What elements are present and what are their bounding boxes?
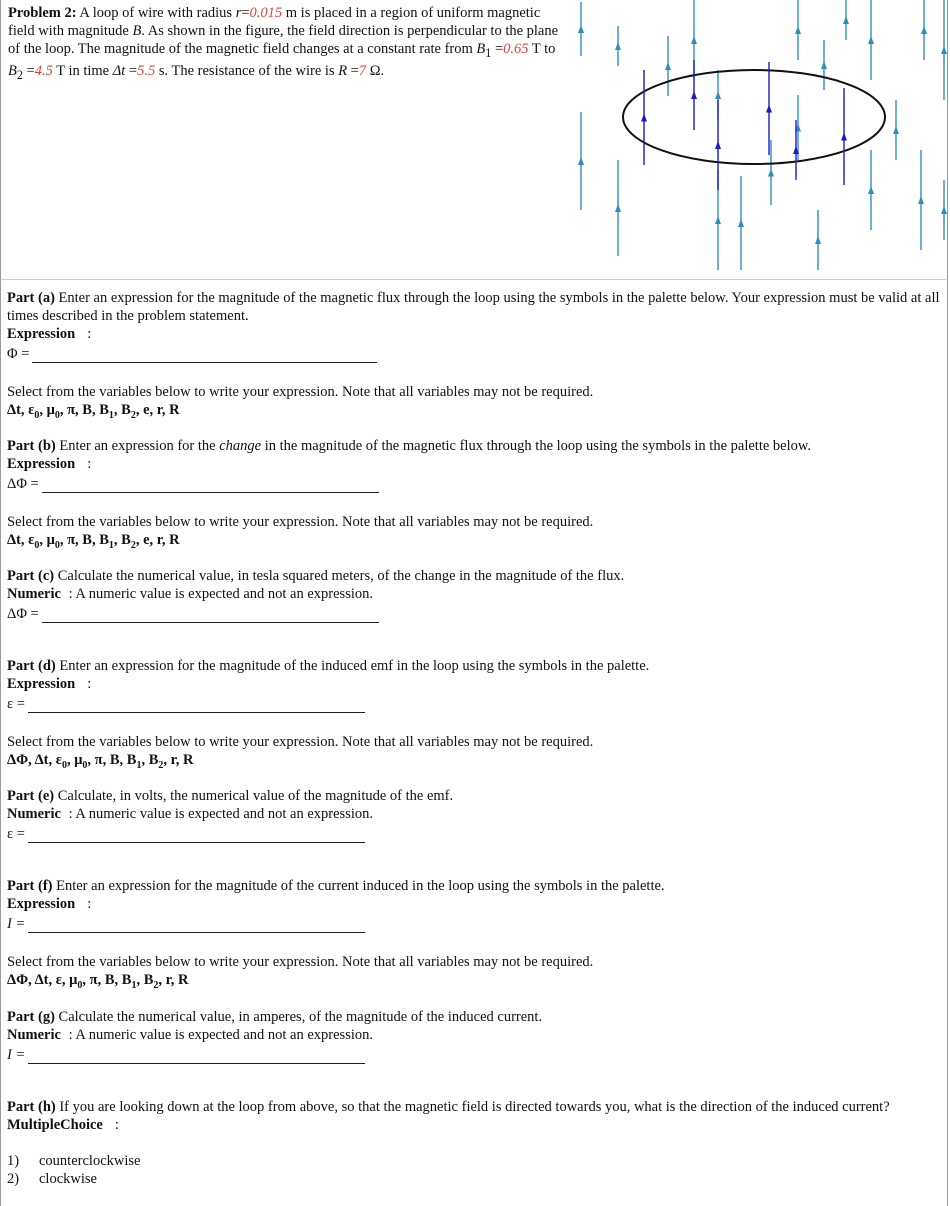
equals-sign-r: =: [241, 5, 250, 21]
dt-value: 5.5: [137, 62, 156, 79]
field-arrow-icon: [795, 26, 801, 34]
part-f-select-note: Select from the variables below to write your expression. Note that all variables may not be required.: [7, 954, 594, 970]
equals-sign-dt: =: [128, 62, 138, 79]
part-f-palette-part-4: , r, R: [158, 972, 189, 988]
part-d-colon: :: [87, 676, 92, 692]
part-d-palette-sub-4: 2: [158, 759, 164, 771]
part-f-palette-sub-1: 0: [77, 979, 83, 991]
problem-text-6: s. The resistance of the wire is: [158, 62, 335, 79]
b1-value: 0.65: [503, 41, 529, 57]
part-c-title: [7, 567, 947, 585]
part-a-answer-line: [7, 343, 947, 363]
field-arrow-icon: [641, 114, 647, 122]
part-b-title: [7, 437, 947, 455]
field-arrow-icon: [715, 91, 721, 99]
dt-symbol: Δt: [112, 62, 126, 79]
part-b-palette-part-5: , e, r, R: [135, 532, 180, 548]
part-a-palette-sub-4: 2: [130, 409, 136, 421]
part-c: [7, 567, 947, 623]
part-g-note: : A numeric value is expected and not an expression.: [68, 1027, 373, 1043]
part-b-answer-line: [7, 473, 947, 493]
part-d-palette-sub-1: 0: [61, 759, 67, 771]
part-d-palette-head: ΔΦ, Δt, ε: [7, 752, 62, 768]
part-b-select-note: Select from the variables below to write your expression. Note that all variables may not be required.: [7, 514, 594, 530]
part-a-palette-part-5: , e, r, R: [135, 402, 180, 418]
part-d-answer-line: [7, 693, 947, 713]
part-h: [7, 1098, 947, 1188]
part-a-answer-label: Φ =: [7, 346, 30, 362]
part-d: [7, 657, 947, 775]
part-b-palette-sub-3: 1: [108, 539, 114, 551]
problem-text: [8, 4, 568, 84]
part-g-text: Calculate the numerical value, in amperes, of the magnitude of the induced current.: [58, 1009, 543, 1025]
problem-text-3: . As shown in the figure, the field direction is perpendicular to the plane of the loop. The magnitude of the magnetic field changes at a constant rate from: [8, 23, 559, 57]
part-a-type: Expression: [7, 326, 76, 342]
part-b-emphasis: change: [219, 438, 262, 454]
part-a-text: Enter an expression for the magnitude of the magnetic flux through the loop using the symbols in the palette below. Your expression must be valid at all times described in the problem statement.: [7, 290, 940, 324]
field-arrow-icon: [691, 91, 697, 99]
part-h-label: Part (h): [7, 1099, 56, 1115]
field-arrow-icon: [615, 204, 621, 212]
part-f-palette-part-3: , B: [136, 972, 154, 988]
equals-sign-b1: =: [494, 41, 504, 57]
field-arrow-icon: [868, 186, 874, 194]
part-a-palette-sub-3: 1: [108, 409, 114, 421]
part-f-colon: :: [87, 896, 92, 912]
part-d-palette: [7, 751, 947, 775]
problem-statement-panel: [0, 0, 948, 280]
part-a-colon: :: [87, 326, 92, 342]
b1-symbol: B: [476, 41, 486, 57]
part-d-palette-part-3: , π, B, B: [87, 752, 137, 768]
part-h-option-2[interactable]: [7, 1170, 947, 1188]
part-e: [7, 787, 947, 843]
part-f-palette-part-2: , π, B, B: [82, 972, 132, 988]
field-arrow-icon: [715, 216, 721, 224]
part-g: [7, 1008, 947, 1064]
part-g-answer-field[interactable]: [28, 1047, 365, 1064]
part-a-palette: [7, 401, 947, 425]
part-e-note: : A numeric value is expected and not an expression.: [68, 806, 373, 822]
part-f-palette: [7, 971, 947, 995]
part-g-answer-line: [7, 1044, 947, 1064]
part-d-type: Expression: [7, 676, 76, 692]
part-a-label: Part (a): [7, 290, 55, 306]
part-b-palette-sub-4: 2: [130, 539, 136, 551]
part-b-type: Expression: [7, 456, 76, 472]
field-arrow-icon: [768, 169, 774, 177]
part-c-label: Part (c): [7, 568, 55, 584]
part-b-palette-head: Δt, ε: [7, 532, 35, 548]
part-a-answer-field[interactable]: [32, 346, 377, 363]
part-a-palette-part-2: , μ: [39, 402, 55, 418]
radius-symbol: r: [235, 5, 242, 21]
field-arrow-icon: [821, 61, 827, 69]
field-arrow-icon: [691, 36, 697, 44]
part-d-title: [7, 657, 947, 675]
part-f-text: Enter an expression for the magnitude of the current induced in the loop using the symbols in the palette.: [56, 878, 665, 894]
field-arrow-icon: [941, 46, 947, 54]
part-e-type: Numeric: [7, 806, 61, 822]
part-a-palette-sub-1: 0: [34, 409, 40, 421]
magnetic-field-loop-figure: [576, 0, 949, 278]
part-a-title: [7, 289, 947, 325]
problem-text-5: T in time: [56, 62, 110, 79]
part-b-palette-sub-2: 0: [54, 539, 60, 551]
field-arrow-icon: [738, 219, 744, 227]
part-b-palette-part-3: , π, B, B: [59, 532, 109, 548]
part-d-palette-part-5: , r, R: [163, 752, 194, 768]
equals-sign-b2: =: [26, 62, 35, 79]
wire-loop: [623, 70, 885, 164]
problem-text-2: m is placed in a region of uniform magnetic field with magnitude: [8, 5, 541, 39]
part-h-type: MultipleChoice: [7, 1117, 103, 1133]
field-arrow-icon: [615, 42, 621, 50]
part-b-colon: :: [87, 456, 92, 472]
part-g-type: Numeric: [7, 1027, 61, 1043]
field-arrow-icon: [868, 36, 874, 44]
problem-label: Problem 2:: [8, 5, 77, 21]
part-d-answer-field[interactable]: [28, 696, 365, 713]
part-f-title: [7, 877, 947, 895]
part-f-answer-line: [7, 913, 947, 933]
part-b-palette-part-2: , μ: [39, 532, 55, 548]
field-arrow-icon: [841, 133, 847, 141]
part-a-palette-part-4: , B: [113, 402, 131, 418]
option-1-text: counterclockwise: [39, 1153, 141, 1169]
part-a: [7, 289, 947, 425]
field-arrow-icon: [815, 236, 821, 244]
field-arrow-icon: [766, 105, 772, 113]
part-c-answer-field[interactable]: [42, 606, 379, 623]
part-h-text: If you are looking down at the loop from above, so that the magnetic field is directed towards you, what is the direction of the induced current?: [59, 1099, 890, 1115]
equals-sign-r2: =: [350, 62, 359, 79]
part-b-answer-label: ΔΦ =: [7, 476, 39, 492]
field-arrow-icon: [921, 26, 927, 34]
b2-symbol: B: [8, 62, 17, 79]
part-b-text-1: Enter an expression for the: [59, 438, 216, 454]
part-a-palette-part-3: , π, B, B: [59, 402, 109, 418]
part-a-select-note: Select from the variables below to write your expression. Note that all variables may not be required.: [7, 384, 594, 400]
part-f-answer-field[interactable]: [28, 916, 365, 933]
part-g-label: Part (g): [7, 1009, 55, 1025]
part-f-palette-sub-3: 2: [153, 979, 159, 991]
field-arrow-icon: [893, 126, 899, 134]
part-h-option-1[interactable]: [7, 1152, 947, 1170]
part-b-palette-part-4: , B: [113, 532, 131, 548]
part-a-palette-head: Δt, ε: [7, 402, 35, 418]
part-d-answer-label: ε =: [7, 696, 25, 712]
field-arrow-icon: [918, 196, 924, 204]
field-arrow-icon: [578, 25, 584, 33]
part-g-answer-label: I =: [7, 1047, 26, 1063]
resistance-symbol: R: [338, 62, 348, 79]
problem-text-4: T to: [531, 41, 556, 57]
radius-value: 0.015: [249, 5, 283, 21]
part-f-label: Part (f): [7, 878, 53, 894]
part-b-answer-field[interactable]: [42, 476, 379, 493]
part-a-palette-sub-2: 0: [54, 409, 60, 421]
part-e-answer-field[interactable]: [28, 826, 365, 843]
part-d-palette-sub-2: 0: [82, 759, 88, 771]
part-b-text-2: in the magnitude of the magnetic flux through the loop using the symbols in the palette below.: [264, 438, 812, 454]
part-f-palette-sub-2: 1: [131, 979, 137, 991]
part-c-answer-label: ΔΦ =: [7, 606, 39, 622]
field-figure-svg: [576, 0, 949, 278]
field-arrow-icon: [665, 62, 671, 70]
part-c-type: Numeric: [7, 586, 61, 602]
part-e-text: Calculate, in volts, the numerical value of the magnitude of the emf.: [57, 788, 454, 804]
b2-subscript: 2: [16, 67, 23, 82]
parts-panel: [0, 280, 948, 1206]
part-e-label: Part (e): [7, 788, 55, 804]
b2-value: 4.5: [34, 62, 53, 79]
field-arrow-icon: [843, 16, 849, 24]
part-b: [7, 437, 947, 555]
part-c-text: Calculate the numerical value, in tesla squared meters, of the change in the magnitude of the flux.: [57, 568, 625, 584]
part-e-answer-line: [7, 823, 947, 843]
part-h-colon: :: [114, 1117, 119, 1133]
part-b-palette-sub-1: 0: [34, 539, 40, 551]
part-d-text: Enter an expression for the magnitude of the induced emf in the loop using the symbols in the palette.: [59, 658, 650, 674]
field-arrow-icon: [578, 157, 584, 165]
part-b-palette: [7, 531, 947, 555]
option-2-number: 2): [7, 1171, 20, 1187]
field-arrow-icon: [715, 141, 721, 149]
part-e-title: [7, 787, 947, 805]
part-g-title: [7, 1008, 947, 1026]
field-symbol: B: [132, 23, 142, 39]
b1-subscript: 1: [485, 45, 492, 60]
part-f: [7, 877, 947, 995]
part-h-options: [7, 1152, 947, 1188]
part-e-answer-label: ε =: [7, 826, 25, 842]
option-1-number: 1): [7, 1153, 20, 1169]
part-f-answer-label: I =: [7, 916, 26, 932]
problem-text-1: A loop of wire with radius: [79, 5, 233, 21]
part-d-palette-part-2: , μ: [66, 752, 83, 768]
part-c-note: : A numeric value is expected and not an expression.: [68, 586, 373, 602]
part-d-palette-part-4: , B: [141, 752, 159, 768]
problem-text-7: Ω.: [369, 62, 385, 79]
part-f-type: Expression: [7, 896, 76, 912]
option-2-text: clockwise: [39, 1171, 97, 1187]
resistance-value: 7: [358, 62, 367, 79]
field-arrow-icon: [941, 206, 947, 214]
part-d-select-note: Select from the variables below to write your expression. Note that all variables may not be required.: [7, 734, 594, 750]
part-d-palette-sub-3: 1: [136, 759, 142, 771]
part-b-label: Part (b): [7, 438, 56, 454]
part-d-label: Part (d): [7, 658, 56, 674]
part-h-title: [7, 1098, 947, 1116]
part-f-palette-head: ΔΦ, Δt, ε, μ: [7, 972, 78, 988]
part-c-answer-line: [7, 603, 947, 623]
